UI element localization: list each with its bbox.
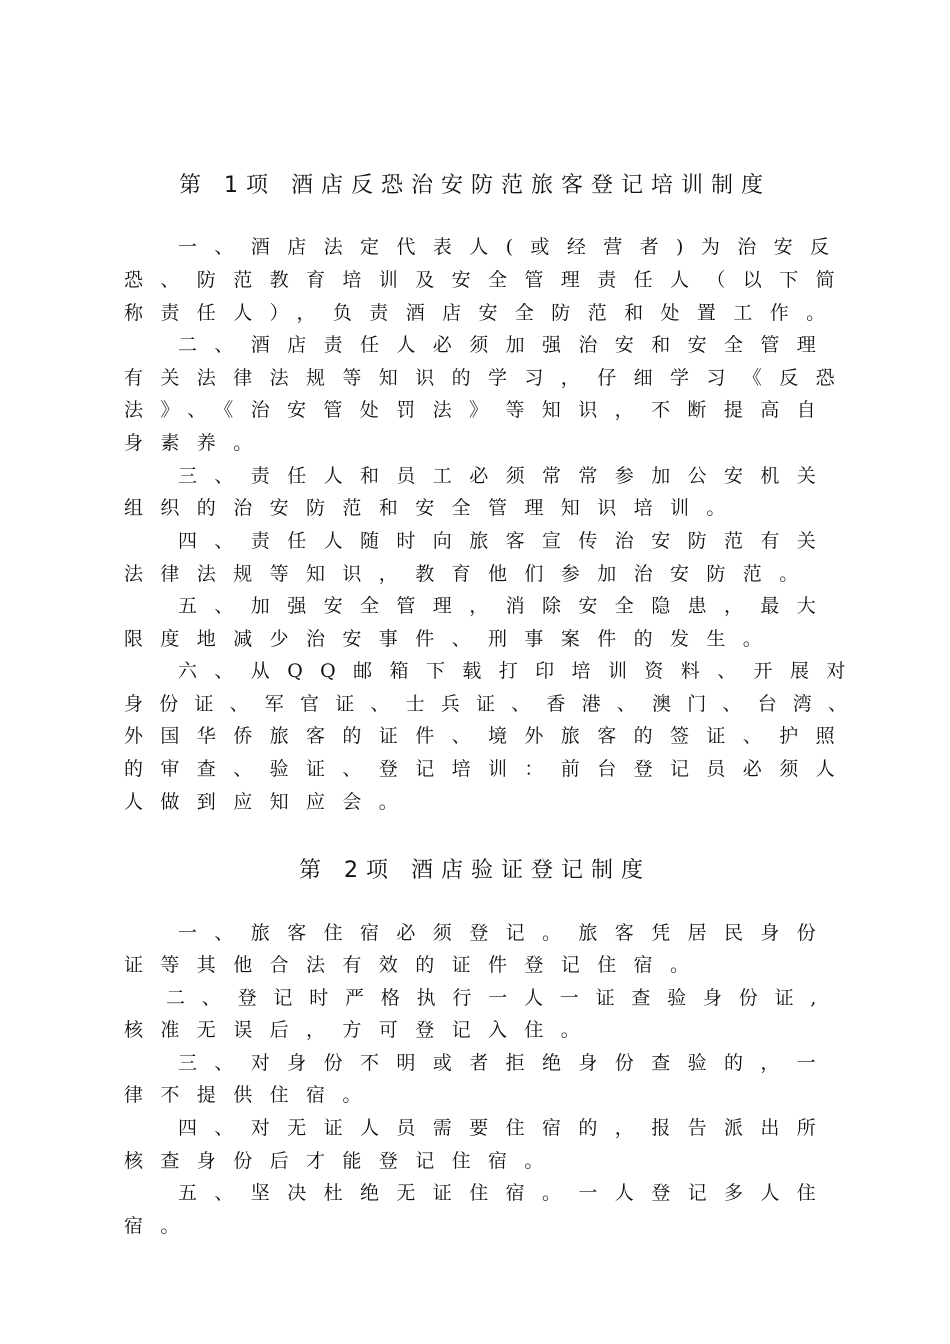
section-1-line: 三、责任人和员工必须常常参加公安机关: [178, 465, 834, 487]
section-1-line: 法律法规等知识，教育他们参加治安防范。: [124, 563, 816, 585]
section-2-line: 核查身份后才能登记住宿。: [124, 1150, 561, 1172]
section-1-line: 有关法律法规等知识的学习，仔细学习《反恐: [124, 367, 853, 389]
section-2-line: 律不提供住宿。: [124, 1084, 379, 1106]
section-2-line: 五、坚决杜绝无证住宿。一人登记多人住: [178, 1182, 834, 1204]
section-1-line: 外国华侨旅客的证件、境外旅客的签证、护照: [124, 725, 853, 747]
section-1-heading: 第 1项 酒店反恐治安防范旅客登记培训制度: [179, 173, 771, 198]
section-1-line: 身素养。: [124, 432, 270, 454]
section-2-heading: 第 2项 酒店验证登记制度: [299, 858, 651, 883]
section-2-line: 三、对身份不明或者拒绝身份查验的，一: [178, 1052, 834, 1074]
section-1-line: 组织的治安防范和安全管理知识培训。: [124, 497, 743, 519]
section-2-line: 证等其他合法有效的证件登记住宿。: [124, 954, 707, 976]
section-1-line: 限度地减少治安事件、刑事案件的发生。: [124, 628, 780, 650]
section-1-line: 二、酒店责任人必须加强治安和安全管理: [178, 334, 834, 356]
section-1-line: 称责任人），负责酒店安全防范和处置工作。: [124, 302, 843, 324]
section-1-line: 五、加强安全管理，消除安全隐患，最大: [178, 595, 834, 617]
section-1-line: 的审查、验证、登记培训：前台登记员必须人: [124, 758, 853, 780]
section-2-line: 四、对无证人员需要住宿的，报告派出所: [178, 1117, 834, 1139]
section-2-line: 二、登记时严格执行一人一证查验身份证,: [166, 987, 834, 1009]
section-1-line: 六、从QQ邮箱下载打印培训资料、开展对: [178, 660, 863, 682]
section-1-line: 一、酒店法定代表人(或经营者)为治安反: [178, 236, 847, 258]
section-2-line: 宿。: [124, 1215, 197, 1237]
section-1-line: 人做到应知应会。: [124, 791, 416, 813]
section-1-line: 恐、防范教育培训及安全管理责任人（以下简: [124, 269, 853, 291]
section-1-line: 法》、《治安管处罚法》等知识，不断提高自: [124, 399, 834, 421]
section-1-line: 四、责任人随时向旅客宣传治安防范有关: [178, 530, 834, 552]
section-1-line: 身份证、军官证、士兵证、香港、澳门、台湾、: [124, 693, 864, 715]
section-2-line: 一、旅客住宿必须登记。旅客凭居民身份: [178, 922, 834, 944]
section-2-line: 核准无误后，方可登记入住。: [124, 1019, 598, 1041]
